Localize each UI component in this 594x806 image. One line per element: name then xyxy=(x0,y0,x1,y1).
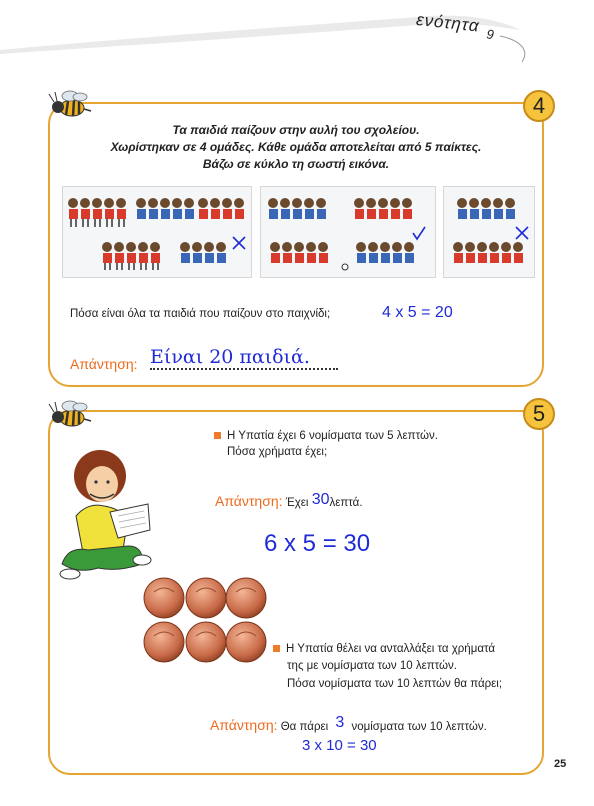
coin-icon xyxy=(186,622,226,662)
cross-mark xyxy=(516,227,528,239)
exercise-4-question: Πόσα είναι όλα τα παιδιά που παίζουν στο παιχνίδι; xyxy=(70,308,331,320)
option-picture-3[interactable] xyxy=(443,186,535,278)
bee-icon xyxy=(44,398,94,436)
children-group-icon xyxy=(261,187,437,279)
exercise-5-question-2-line-3: Πόσα νομίσματα των 10 λεπτών θα πάρει; xyxy=(287,678,503,690)
bee-icon xyxy=(44,88,94,126)
exercise-5-answer-2: Απάντηση: Θα πάρει 3 νομίσματα των 10 λεπτών. xyxy=(210,714,487,733)
bullet-icon xyxy=(214,432,221,439)
exercise-5-question-2-line-2: της με νομίσματα των 10 λεπτών. xyxy=(287,660,457,672)
option-picture-2[interactable] xyxy=(260,186,436,278)
exercise-4-answer-text: Είναι 20 παιδιά. xyxy=(150,346,338,370)
unit-title: ενότητα $_9$ xyxy=(415,9,496,43)
header-swoosh xyxy=(0,0,594,70)
option-picture-1[interactable] xyxy=(62,186,252,278)
exercise-4-answer-line xyxy=(150,346,338,370)
coin-icon xyxy=(144,622,184,662)
coin-icon xyxy=(226,578,266,618)
coin-icon xyxy=(186,578,226,618)
girl-reading-illustration xyxy=(58,446,160,586)
exercise-5-calculation-1: 6 x 5 = 30 xyxy=(264,530,371,557)
page-number: 25 xyxy=(554,758,567,770)
exercise-5-question-1: Η Υπατία έχει 6 νομίσματα των 5 λεπτών. xyxy=(214,430,438,442)
exercise-4-answer-label: Απάντηση: xyxy=(70,356,138,372)
exercise-5-question-2: Η Υπατία θέλει να ανταλλάξει τα χρήματά xyxy=(273,643,495,655)
coin-icon xyxy=(144,578,184,618)
exercise-4-badge: 4 xyxy=(523,90,555,122)
exercise-5-question-1-line-2: Πόσα χρήματα έχει; xyxy=(227,446,328,458)
bullet-icon xyxy=(273,645,280,652)
cross-mark xyxy=(233,237,245,249)
exercise-4-calculation: 4 x 5 = 20 xyxy=(382,304,453,321)
coins-illustration xyxy=(138,576,272,666)
check-mark xyxy=(413,227,425,239)
exercise-4-prompt: Τα παιδιά παίζουν στην αυλή του σχολείου. Χωρίστηκαν σε 4 ομάδες. Κάθε ομάδα αποτελείται από 5 παίκτες. Βάζω σε κύκλο τη σωστή εικόνα. xyxy=(110,123,482,171)
children-group-icon xyxy=(63,187,253,279)
coin-icon xyxy=(226,622,266,662)
children-group-icon xyxy=(444,187,536,279)
exercise-5-calculation-2: 3 x 10 = 30 xyxy=(302,737,377,754)
exercise-5-badge: 5 xyxy=(523,398,555,430)
exercise-5-answer-1: Απάντηση: Έχει 30λεπτά. xyxy=(215,491,363,509)
